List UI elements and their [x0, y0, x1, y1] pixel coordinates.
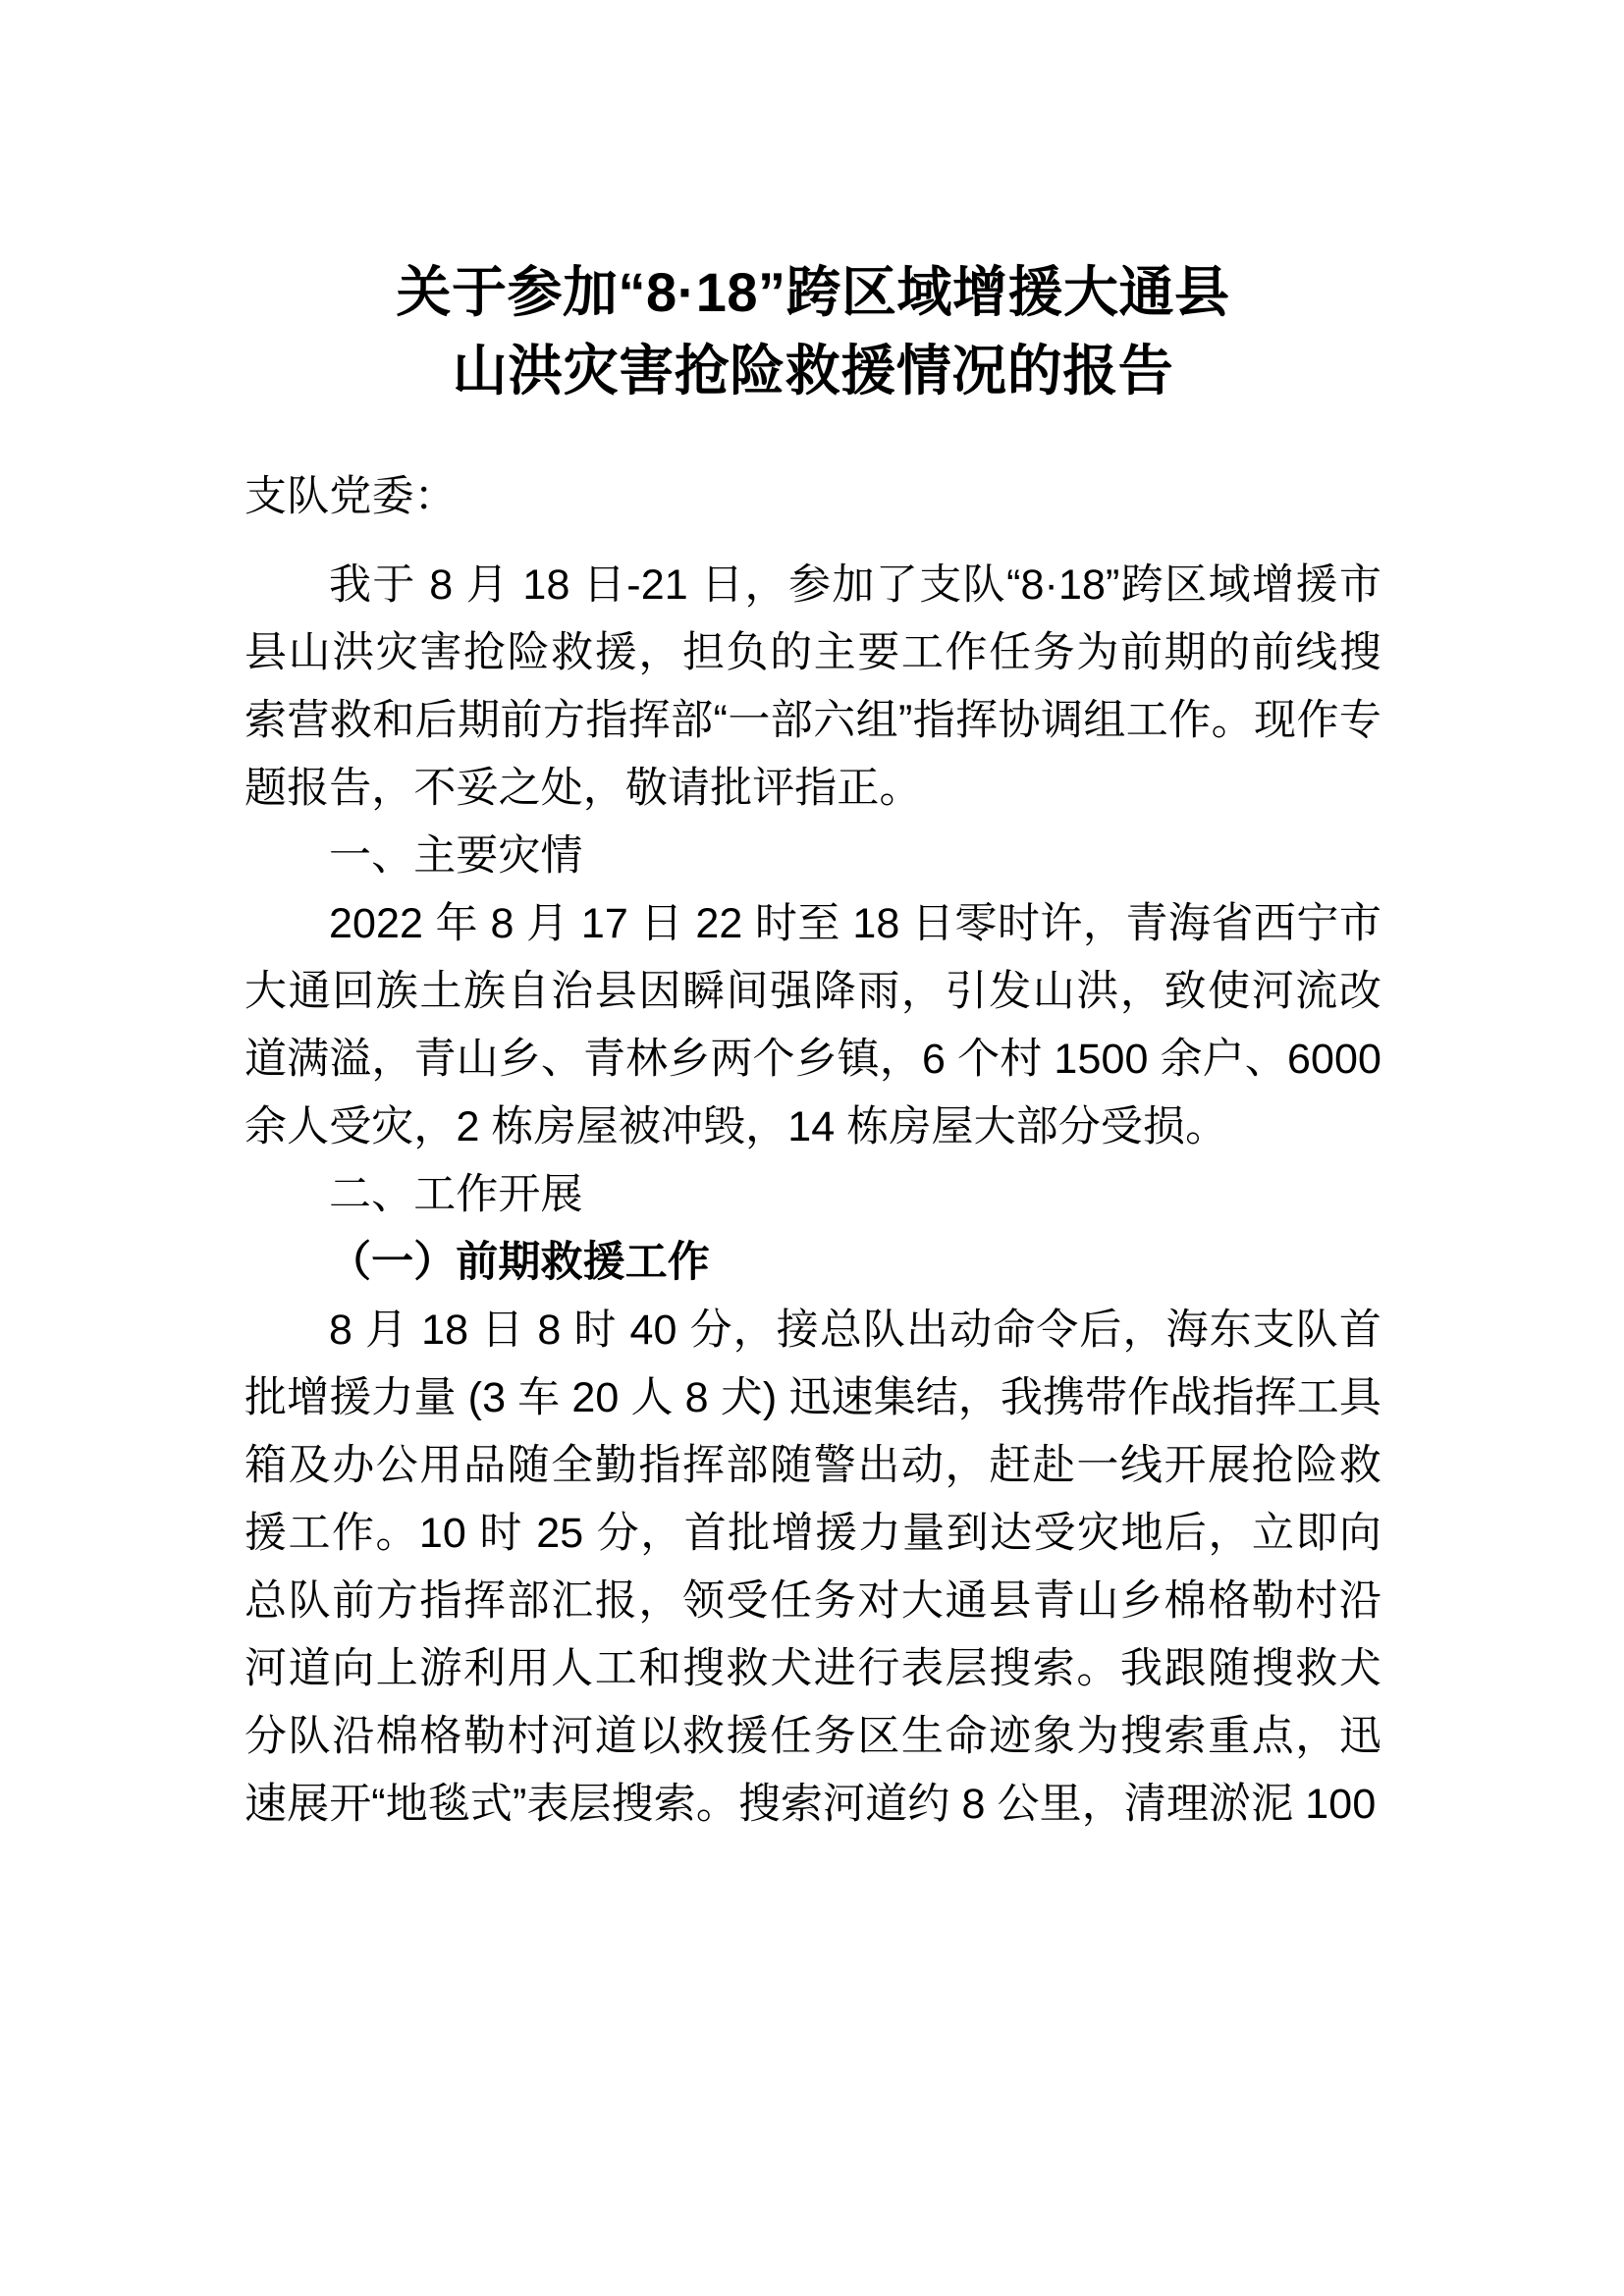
- paragraph-early-rescue: 8 月 18 日 8 时 40 分，接总队出动命令后，海东支队首批增援力量 (3 车 20 人 8 犬) 迅速集结，我携带作战指挥工具箱及办公用品随全勤指挥部随警出动，赶赴一线开展抢险救援工作。10 时 25 分，首批增援力量到达受灾地后，立即向总队前方指挥部汇报，领受任务对大通县青山乡棉格勒村沿河道向上游利用人工和搜救犬进行表层搜索。我跟随搜救犬分队沿棉格勒村河道以救援任务区生命迹象为搜索重点，迅速展开“地毯式”表层搜索。搜索河道约 8 公里，清理淤泥 100: [244, 1307, 1381, 1829]
- page-title-line-1: 关于参加“8·18”跨区域增援大通县: [396, 261, 1230, 323]
- salutation: 支队党委：: [244, 473, 457, 521]
- page-title: [244, 0, 1381, 409]
- paragraph-intro: 我于 8 月 18 日-21 日，参加了支队“8·18”跨区域增援市县山洪灾害抢险救援，担负的主要工作任务为前期的前线搜索营救和后期前方指挥部“一部六组”指挥协调组工作。现作专题报告，不妥之处，敬请批评指正。: [244, 561, 1381, 813]
- page-title-line-2: 山洪灾害抢险救援情况的报告: [452, 339, 1174, 401]
- heading-subsection-1: （一）前期救援工作: [329, 1239, 710, 1287]
- heading-section-1: 一、主要灾情: [329, 832, 583, 881]
- document-content: [244, 0, 1381, 1839]
- paragraph-disaster-overview: 2022 年 8 月 17 日 22 时至 18 日零时许，青海省西宁市大通回族土族自治县因瞬间强降雨，引发山洪，致使河流改道满溢，青山乡、青林乡两个乡镇，6 个村 1500 余户、6000 余人受灾，2 栋房屋被冲毁，14 栋房屋大部分受损。: [244, 900, 1381, 1151]
- heading-section-2: 二、工作开展: [329, 1171, 583, 1219]
